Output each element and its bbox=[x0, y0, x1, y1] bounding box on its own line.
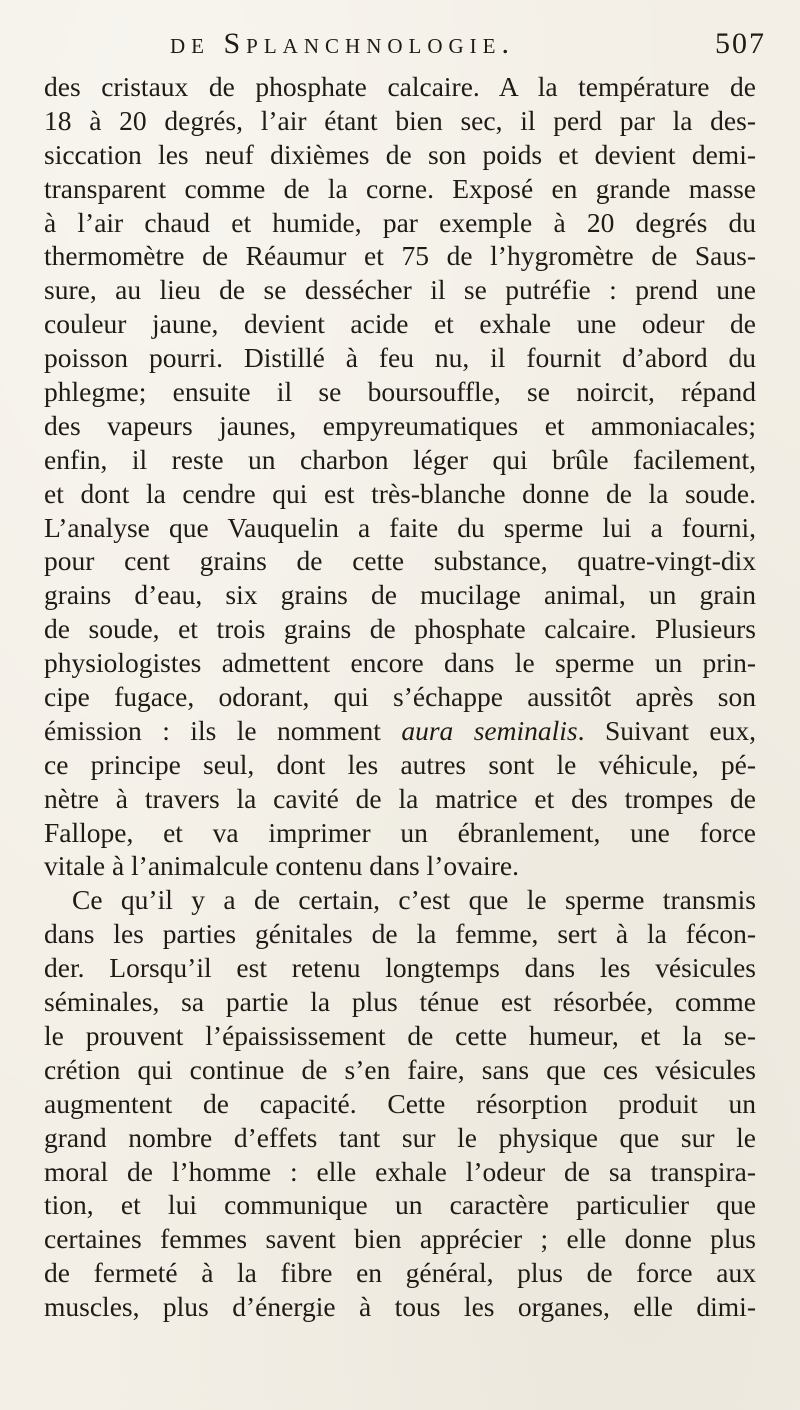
text-line: augmentent de capacité. Cette résorption produit un bbox=[44, 1087, 756, 1119]
text-line: des cristaux de phosphate calcaire. A la température de bbox=[44, 71, 756, 102]
text-line: et dont la cendre qui est très-blanche donne de la soude. bbox=[44, 477, 756, 509]
text-line: grains d’eau, six grains de mucilage animal, un grain bbox=[44, 579, 756, 611]
text-line: nètre à travers la cavité de la matrice et des trompes de bbox=[44, 782, 756, 814]
text-line: dans les parties génitales de la femme, sert à la fécon- bbox=[44, 918, 756, 950]
text-line: cipe fugace, odorant, qui s’échappe aussitôt après son bbox=[44, 681, 756, 713]
text-line: muscles, plus d’énergie à tous les organes, elle dimi- bbox=[44, 1291, 756, 1323]
text-line: poisson pourri. Distillé à feu nu, il fournit d’abord du bbox=[44, 342, 756, 374]
text-line: pour cent grains de cette substance, quatre-vingt-dix bbox=[44, 545, 756, 577]
text-line-with-italic bbox=[44, 714, 756, 748]
text-line: des vapeurs jaunes, empyreumatiques et ammoniacales; bbox=[44, 409, 756, 441]
text-line: tion, et lui communique un caractère particulier que bbox=[44, 1189, 756, 1221]
text-segment: . Suivant eux, bbox=[577, 714, 757, 746]
text-line: phlegme; ensuite il se boursouffle, se noircit, répand bbox=[44, 376, 756, 408]
text-line: 18 à 20 degrés, l’air étant bien sec, il perd par la des- bbox=[44, 104, 756, 136]
text-line: der. Lorsqu’il est retenu longtemps dans les vésicules bbox=[44, 952, 756, 984]
text-line: physiologistes admettent encore dans le sperme un prin- bbox=[44, 647, 756, 679]
paragraph-start-line: Ce qu’il y a de certain, c’est que le sperme transmis bbox=[72, 884, 756, 916]
text-line: moral de l’homme : elle exhale l’odeur de sa transpira- bbox=[44, 1155, 756, 1187]
text-line: ce principe seul, dont les autres sont le véhicule, pé- bbox=[44, 748, 756, 780]
text-line: le prouvent l’épaississement de cette humeur, et la se- bbox=[44, 1019, 756, 1051]
text-line: couleur jaune, devient acide et exhale une odeur de bbox=[44, 308, 756, 340]
page-number: 507 bbox=[715, 27, 766, 60]
text-line: séminales, sa partie la plus ténue est résorbée, comme bbox=[44, 986, 756, 1018]
text-line: Fallope, et va imprimer un ébranlement, une force bbox=[44, 816, 756, 848]
text-line: siccation les neuf dixièmes de son poids et devient demi- bbox=[44, 138, 756, 170]
text-line: sure, au lieu de se dessécher il se putréfie : prend une bbox=[44, 274, 756, 306]
text-line: grand nombre d’effets tant sur le physique que sur le bbox=[44, 1121, 756, 1153]
paragraph-end-line: vitale à l’animalcule contenu dans l’ovaire. bbox=[44, 850, 519, 882]
text-line: thermomètre de Réaumur et 75 de l’hygromètre de Saus- bbox=[44, 240, 756, 272]
body-text bbox=[44, 70, 756, 1324]
text-line: L’analyse que Vauquelin a faite du sperme lui a fourni, bbox=[44, 511, 756, 543]
text-line: à l’air chaud et humide, par exemple à 20 degrés du bbox=[44, 206, 756, 238]
running-head bbox=[170, 24, 766, 64]
text-line: crétion qui continue de s’en faire, sans que ces vésicules bbox=[44, 1053, 756, 1085]
text-line: de soude, et trois grains de phosphate calcaire. Plusieurs bbox=[44, 613, 756, 645]
text-line: de fermeté à la fibre en général, plus de force aux bbox=[44, 1257, 756, 1289]
text-segment: émission : ils le nomment bbox=[44, 714, 381, 746]
italic-term: aura seminalis bbox=[401, 714, 578, 746]
text-line: transparent comme de la corne. Exposé en grande masse bbox=[44, 172, 756, 204]
text-line: enfin, il reste un charbon léger qui brûle facilement, bbox=[44, 443, 756, 475]
running-head-title: de Splanchnologie. bbox=[170, 27, 515, 60]
text-line: certaines femmes savent bien apprécier ; elle donne plus bbox=[44, 1223, 756, 1255]
